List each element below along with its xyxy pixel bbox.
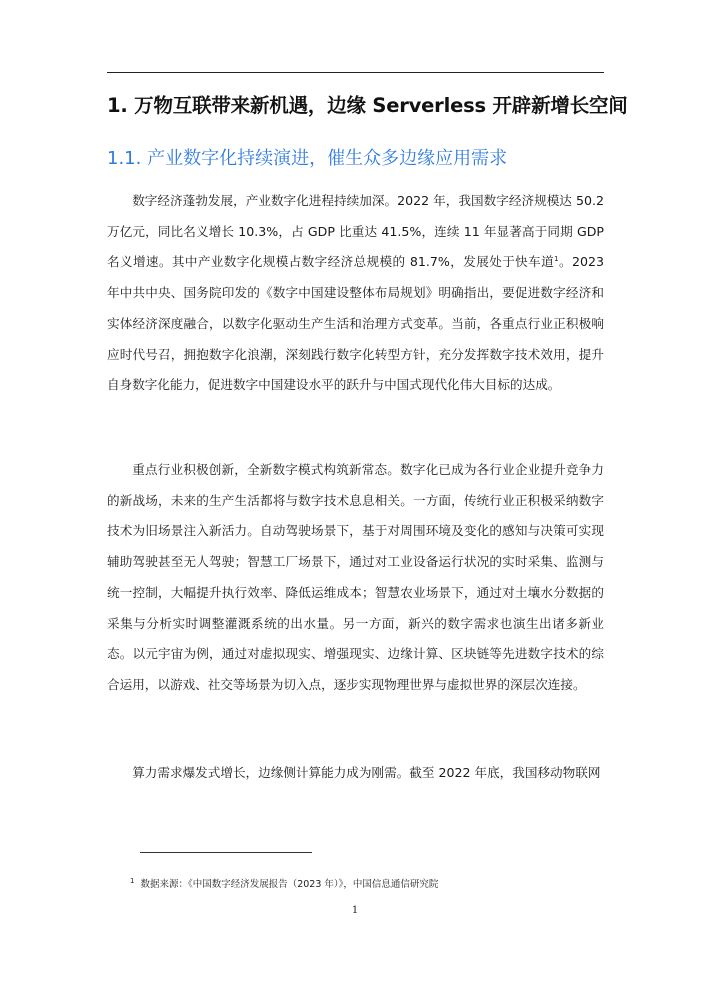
footnote-separator: [140, 852, 312, 853]
header-rule: [107, 72, 604, 73]
paragraph-1-part-a: 数字经济蓬勃发展，产业数字化进程持续加深。2022 年，我国数字经济规模达 50.2 万亿元，同比名义增长 10.3%，占 GDP 比重达 41.5%，连续 11 年显著高于同期 GDP 名义增速。其中产业数字化规模占数字经济总规模的 81.7%，发展处于快车道: [107, 193, 604, 270]
page-number: 1: [351, 905, 359, 916]
footnote: [130, 876, 438, 890]
footnote-text: 数据来源：《中国数字经济发展报告（2023 年）》，中国信息通信研究院: [140, 879, 439, 890]
paragraph-1-part-b: 。2023 年中共中央、国务院印发的《数字中国建设整体布局规划》明确指出，要促进数字经济和实体经济深度融合，以数字化驱动生产生活和治理方式变革。当前，各重点行业正积极响应时代号召，拥抱数字化浪潮，深刻践行数字化转型方针，充分发挥数字技术效用，提升自身数字化能力，促进数字中国建设水平的跃升与中国式现代化伟大目标的达成。: [107, 254, 604, 393]
footnote-reference[interactable]: 1: [554, 255, 559, 264]
footnote-marker: 1: [130, 876, 135, 885]
paragraph-1: [107, 186, 604, 401]
paragraph-3: 算力需求爆发式增长，边缘侧计算能力成为刚需。截至 2022 年底，我国移动物联网: [132, 765, 601, 780]
section-heading: 1. 万物互联带来新机遇，边缘 Serverless 开辟新增长空间: [107, 94, 628, 117]
paragraph-2: 重点行业积极创新，全新数字模式构筑新常态。数字化已成为各行业企业提升竞争力的新战场，未来的生产生活都将与数字技术息息相关。一方面，传统行业正积极采纳数字技术为旧场景注入新活力。自动驾驶场景下，基于对周围环境及变化的感知与决策可实现辅助驾驶甚至无人驾驶；智慧工厂场景下，通过对工业设备运行状况的实时采集、监测与统一控制，大幅提升执行效率、降低运维成本；智慧农业场景下，通过对土壤水分数据的采集与分析实时调整灌溉系统的出水量。另一方面，新兴的数字需求也演生出诸多新业态。以元宇宙为例，通过对虚拟现实、增强现实、边缘计算、区块链等先进数字技术的综合运用，以游戏、社交等场景为切入点，逐步实现物理世界与虚拟世界的深层次连接。: [107, 462, 604, 692]
subsection-heading: 1.1. 产业数字化持续演进，催生众多边缘应用需求: [107, 148, 508, 169]
